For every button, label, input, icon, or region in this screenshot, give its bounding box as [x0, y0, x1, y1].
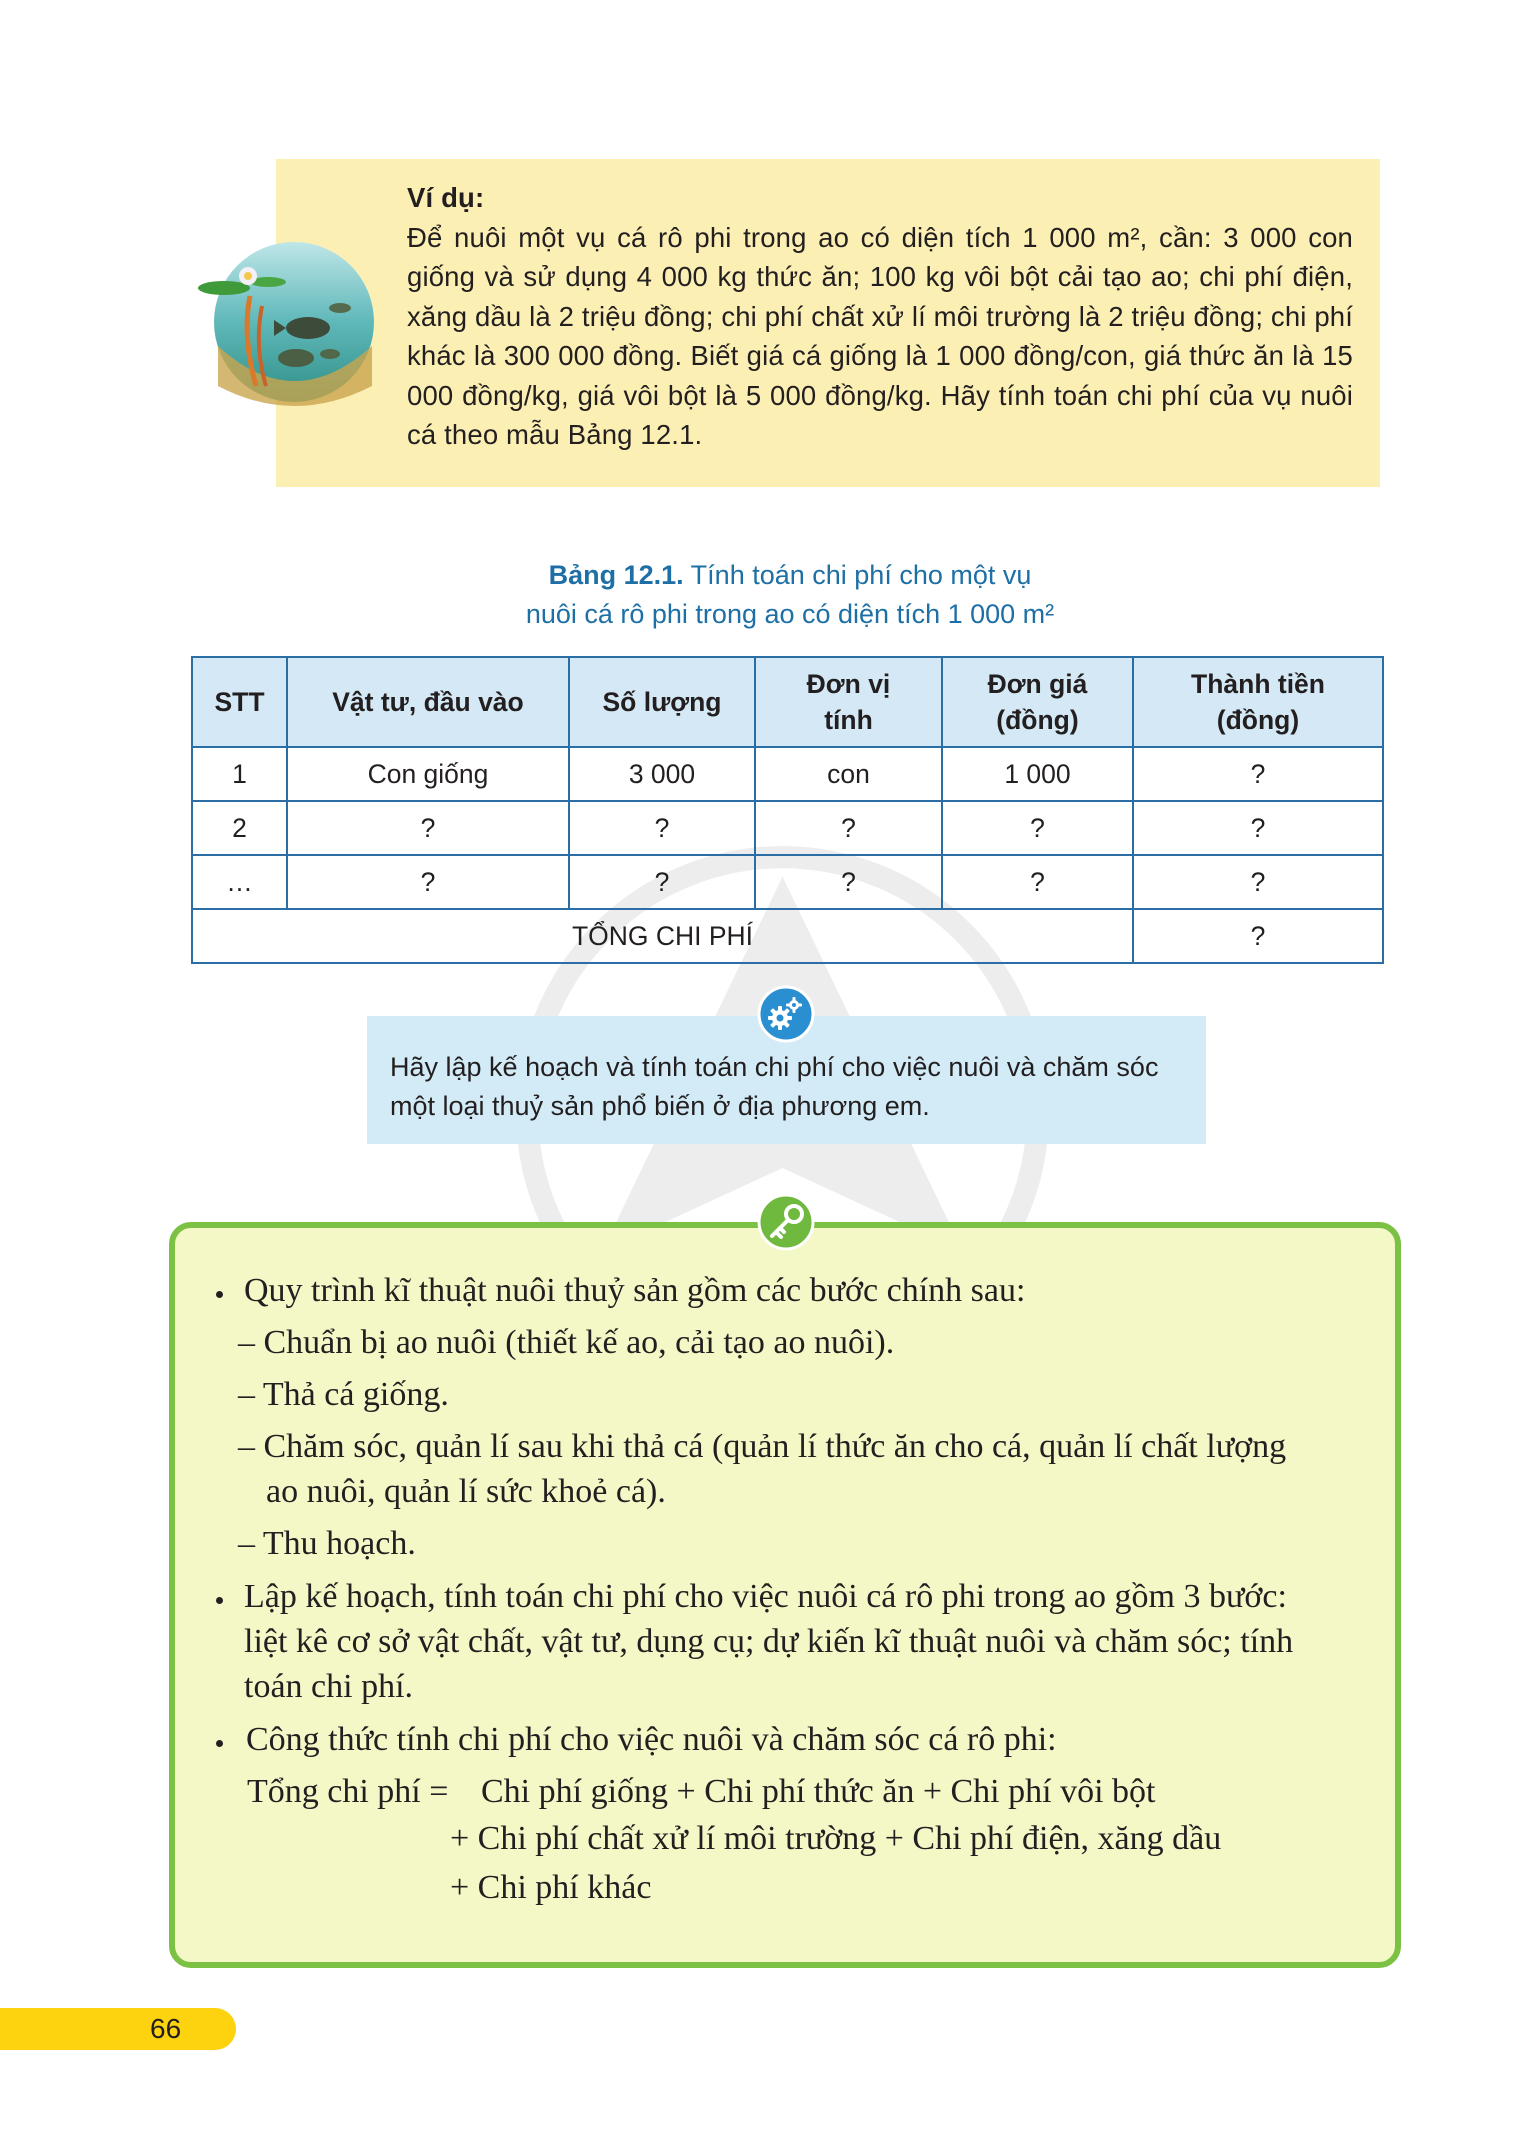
table-cell: ?: [1133, 801, 1383, 855]
table-cell: ?: [1133, 855, 1383, 909]
activity-line2: một loại thuỷ sản phổ biến ở địa phương em.: [390, 1091, 930, 1121]
table-header-row: [192, 657, 1383, 747]
header-price: Đơn giá (đồng): [942, 657, 1133, 747]
summary-step-1: – Chuẩn bị ao nuôi (thiết kế ao, cải tạo ao nuôi).: [238, 1324, 895, 1361]
table-cell: 1: [192, 747, 287, 801]
header-qty: Số lượng: [569, 657, 755, 747]
table-cell: ?: [942, 855, 1133, 909]
summary-bullet-2b: liệt kê cơ sở vật chất, vật tư, dụng cụ; dự kiến kĩ thuật nuôi và chăm sóc; tính: [244, 1623, 1294, 1660]
gear-icon: [757, 985, 815, 1043]
table-cell: ?: [755, 855, 942, 909]
summary-bullet-1: Quy trình kĩ thuật nuôi thuỷ sản gồm các bước chính sau:: [244, 1272, 1026, 1309]
summary-step-4: – Thu hoạch.: [238, 1525, 416, 1562]
table-cell: ?: [287, 801, 569, 855]
summary-step-3b: ao nuôi, quản lí sức khoẻ cá).: [266, 1473, 666, 1510]
summary-bullet-2a: Lập kế hoạch, tính toán chi phí cho việc nuôi cá rô phi trong ao gồm 3 bước:: [244, 1578, 1287, 1615]
summary-bullet-3: Công thức tính chi phí cho việc nuôi và chăm sóc cá rô phi:: [246, 1721, 1057, 1758]
table-row: [192, 855, 1383, 909]
table-cell: 2: [192, 801, 287, 855]
header-item: Vật tư, đầu vào: [287, 657, 569, 747]
table-caption-label: Bảng 12.1.: [548, 560, 684, 590]
header-total: Thành tiền (đồng): [1133, 657, 1383, 747]
example-heading: Ví dụ:: [407, 182, 485, 213]
cost-table: [191, 656, 1384, 964]
formula-label: Tổng chi phí =: [247, 1773, 449, 1810]
bullet-dot: [216, 1291, 223, 1298]
bullet-dot: [216, 1740, 223, 1747]
summary-step-3a: – Chăm sóc, quản lí sau khi thả cá (quản lí thức ăn cho cá, quản lí chất lượng: [238, 1428, 1287, 1465]
total-label: TỔNG CHI PHÍ: [192, 909, 1133, 963]
summary-bullet-2c: toán chi phí.: [244, 1668, 414, 1705]
activity-line1: Hãy lập kế hoạch và tính toán chi phí cho việc nuôi và chăm sóc: [390, 1052, 1159, 1082]
table-cell: Con giống: [287, 747, 569, 801]
table-cell: 1 000: [942, 747, 1133, 801]
table-row: [192, 747, 1383, 801]
table-cell: ?: [1133, 747, 1383, 801]
header-unit: Đơn vị tính: [755, 657, 942, 747]
page-number: 66: [150, 2013, 182, 2044]
header-stt: STT: [192, 657, 287, 747]
table-cell: 3 000: [569, 747, 755, 801]
table-cell: ?: [569, 801, 755, 855]
table-cell: con: [755, 747, 942, 801]
formula-line-2: + Chi phí chất xử lí môi trường + Chi phí điện, xăng dầu: [450, 1820, 1222, 1857]
table-total-row: [192, 909, 1383, 963]
key-icon: [756, 1192, 816, 1252]
table-caption-line2: nuôi cá rô phi trong ao có diện tích 1 000 m²: [525, 599, 1055, 629]
table-cell: …: [192, 855, 287, 909]
pond-fish-illustration-icon: [190, 236, 376, 406]
total-value: ?: [1133, 909, 1383, 963]
table-cell: ?: [287, 855, 569, 909]
example-text: [407, 178, 1353, 455]
table-cell: ?: [942, 801, 1133, 855]
activity-text: [390, 1048, 1190, 1126]
formula-line-1: Chi phí giống + Chi phí thức ăn + Chi phí vôi bột: [481, 1773, 1156, 1810]
table-caption-line1: Tính toán chi phí cho một vụ: [683, 560, 1032, 590]
table-cell: ?: [569, 855, 755, 909]
summary-step-2: – Thả cá giống.: [238, 1376, 449, 1413]
table-caption: [400, 556, 1180, 634]
table-cell: ?: [755, 801, 942, 855]
example-body: Để nuôi một vụ cá rô phi trong ao có diện tích 1 000 m², cần: 3 000 con giống và sử dụng 4 000 kg thức ăn; 100 kg vôi bột cải tạo ao; chi phí điện, xăng dầu là 2 triệu đồng; chi phí chất xử lí môi trường là 2 triệu đồng; chi phí khác là 300 000 đồng. Biết giá cá giống là 1 000 đồng/con, giá thức ăn là 15 000 đồng/kg, giá vôi bột là 5 000 đồng/kg. Hãy tính toán chi phí của vụ nuôi cá theo mẫu Bảng 12.1.: [407, 221, 1353, 450]
formula-line-3: + Chi phí khác: [450, 1869, 652, 1906]
table-row: [192, 801, 1383, 855]
bullet-dot: [216, 1597, 223, 1604]
